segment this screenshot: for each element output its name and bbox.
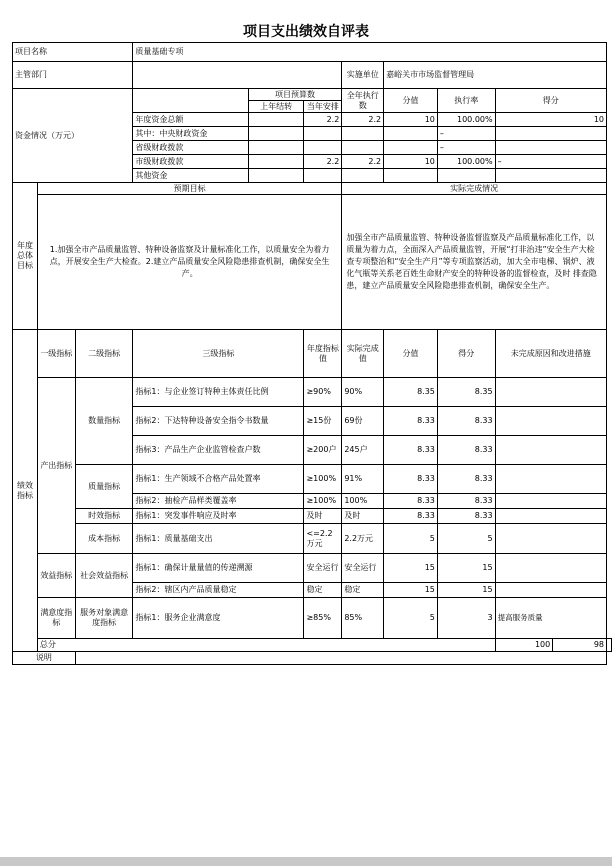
table-row: 成本指标 指标1：质量基础支出 <=2.2万元 2.2万元 5 5 <box>13 524 612 554</box>
actual-value-header: 实际完成值 <box>342 330 384 378</box>
note-value <box>75 652 606 665</box>
score-label: 得分 <box>495 89 606 113</box>
level2-cost: 成本指标 <box>75 524 133 554</box>
level1-benefit: 效益指标 <box>37 554 75 598</box>
total-score-value: 100 <box>495 639 553 652</box>
actual-status-label: 实际完成情况 <box>342 183 607 195</box>
perf-indicator-label: 绩效指标 <box>13 330 38 652</box>
annual-target-header: 年度指标值 <box>304 330 342 378</box>
this-year-label: 当年安排 <box>304 101 342 113</box>
indicator-score-header: 得分 <box>437 330 495 378</box>
department-label: 主管部门 <box>13 62 133 89</box>
funds-label: 资金情况（万元） <box>13 89 133 183</box>
note-label: 说明 <box>13 652 76 665</box>
level2-header: 二级指标 <box>75 330 133 378</box>
funds-header-blank <box>133 89 248 113</box>
table-row: 指标2：下达特种设备安全指令书数量 ≥15份 69份 8.33 8.33 <box>13 407 612 436</box>
level2-quantity: 数量指标 <box>75 378 133 465</box>
first-half-label: 上年结转 <box>248 101 304 113</box>
table-row: 指标2：抽检产品样类覆盖率 ≥100% 100% 8.33 8.33 <box>13 494 612 509</box>
reason-header: 未完成原因和改进措施 <box>495 330 606 378</box>
score-value-label: 分值 <box>384 89 438 113</box>
actual-status-text: 加强全市产品质量监管、特种设备监督监察及产品质量标准化工作，以质量为着力点，全面深入产品质量监管，开展“打非治违”安全生产大检查专项整治和“安全生产月”等专项监察活动，加大全市电梯、锅炉、液化气瓶等关系老百姓生命财产安全的特种设备的监督检查，及时 排查隐患，建立产品质量安全风险隐患排查机制，确保安全生产。 <box>342 195 607 330</box>
level2-social: 社会效益指标 <box>75 554 133 598</box>
table-row: 指标2：辖区内产品质量稳定 稳定 稳定 15 15 <box>13 583 612 598</box>
page-title: 项目支出绩效自评表 <box>243 24 369 40</box>
table-row: 效益指标 社会效益指标 指标1：确保计量量值的传递溯源 安全运行 安全运行 15 15 <box>13 554 612 583</box>
level2-service: 服务对象满意度指标 <box>75 598 133 639</box>
funds-row: 年度资金总额 2.2 2.2 10 100.00% 10 <box>13 113 612 127</box>
funds-row: 其中：中央财政资金 – <box>13 127 612 141</box>
department-value <box>133 62 342 89</box>
table-row: 时效指标 指标1：突发事件响应及时率 及时 及时 8.33 8.33 <box>13 509 612 524</box>
table-row: 产出指标 数量指标 指标1：与企业签订特种主体责任比例 ≥90% 90% 8.35 8.35 <box>13 378 612 407</box>
total-blank <box>607 639 612 652</box>
annual-goal-label: 年度总体目标 <box>13 183 38 330</box>
project-name-value: 质量基础专项 <box>133 43 607 62</box>
funds-row: 省级财政拨款 – <box>13 141 612 155</box>
table-row: 指标3：产品生产企业监管检查户数 ≥200户 245户 8.33 8.33 <box>13 436 612 465</box>
bottom-scroll-strip <box>0 857 612 866</box>
impl-unit-value: 嘉峪关市市场监督管理局 <box>384 62 607 89</box>
table-row: 质量指标 指标1：生产领域不合格产品处置率 ≥100% 91% 8.33 8.33 <box>13 465 612 494</box>
table-row: 满意度指标 服务对象满意度指标 指标1：服务企业满意度 ≥85% 85% 5 3 提高服务质量 <box>13 598 612 639</box>
total-score: 98 <box>553 639 607 652</box>
expected-goal-label: 预期目标 <box>37 183 341 195</box>
exec-rate-label: 执行率 <box>437 89 495 113</box>
project-name-label: 项目名称 <box>13 43 133 62</box>
level1-satisfaction: 满意度指标 <box>37 598 75 639</box>
evaluation-table <box>12 42 612 665</box>
indicator-score-value-header: 分值 <box>384 330 438 378</box>
funds-row: 其他资金 <box>13 169 612 183</box>
full-year-label: 全年执行数 <box>342 89 384 113</box>
year-budget-label: 项目预算数 <box>248 89 342 101</box>
level1-output: 产出指标 <box>37 378 75 554</box>
total-label: 总分 <box>37 639 495 652</box>
level3-header: 三级指标 <box>133 330 304 378</box>
level1-header: 一级指标 <box>37 330 75 378</box>
level2-quality: 质量指标 <box>75 465 133 509</box>
funds-row: 市级财政拨款 2.2 2.2 10 100.00% – <box>13 155 612 169</box>
level2-timeliness: 时效指标 <box>75 509 133 524</box>
expected-goal-text: 1.加强全市产品质量监管、特种设备监察及计量标准化工作，以质量安全为着力点，开展安全生产大检查。2.建立产品质量安全风险隐患排查机制，确保安全生产。 <box>37 195 341 330</box>
impl-unit-label: 实施单位 <box>342 62 384 89</box>
